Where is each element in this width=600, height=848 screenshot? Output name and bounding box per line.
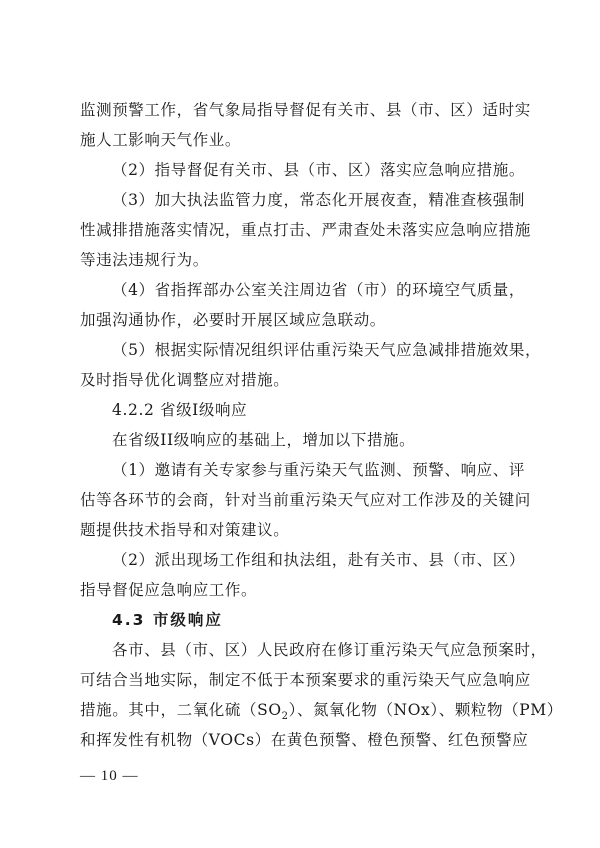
body-text-line: 施人工影响天气作业。: [80, 131, 242, 149]
body-text-line: 加强沟通协作，必要时开展区域应急联动。: [80, 311, 386, 329]
body-text-line: [80, 700, 563, 723]
body-text-fragment: 措施。其中，二氧化硫（SO: [80, 701, 282, 719]
section-heading: 4.2.2 省级I级响应: [112, 401, 248, 419]
body-text-line: 各市、县（市、区）人民政府在修订重污染天气应急预案时，: [112, 641, 547, 659]
body-text-line: 在省级II级响应的基础上，增加以下措施。: [112, 431, 416, 449]
body-text-line: 题提供技术指导和对策建议。: [80, 521, 290, 539]
subscript-text: 2: [281, 711, 289, 723]
body-text-line: （2）指导督促有关市、县（市、区）落实应急响应措施。: [112, 161, 525, 179]
body-text-fragment: ）、氮氧化物（NOx）、颗粒物（PM）: [288, 701, 563, 719]
section-heading: 4.3 市级响应: [112, 611, 223, 629]
body-text-line: （2）派出现场工作组和执法组，赴有关市、县（市、区）: [112, 551, 525, 569]
body-text-line: 及时指导优化调整应对措施。: [80, 371, 290, 389]
page-number: — 10 —: [80, 768, 139, 784]
body-text-line: （3）加大执法监管力度，常态化开展夜查，精准查核强制: [112, 191, 525, 209]
body-text-line: 监测预警工作，省气象局指导督促有关市、县（市、区）适时实: [80, 101, 531, 119]
body-text-line: （1）邀请有关专家参与重污染天气监测、预警、响应、评: [112, 461, 525, 479]
body-text-line: 等违法违规行为。: [80, 251, 209, 269]
body-text-line: （5）根据实际情况组织评估重污染天气应急减排措施效果，: [112, 341, 542, 359]
body-text-line: （4）省指挥部办公室关注周边省（市）的环境空气质量，: [112, 281, 525, 299]
body-text-line: 估等各环节的会商，针对当前重污染天气应对工作涉及的关键问: [80, 491, 531, 509]
body-text-line: 指导督促应急响应工作。: [80, 581, 258, 599]
body-text-line: 和挥发性有机物（VOCs）在黄色预警、橙色预警、红色预警应: [80, 731, 529, 749]
body-text-line: 可结合当地实际，制定不低于本预案要求的重污染天气应急响应: [80, 671, 531, 689]
body-text-line: 性减排措施落实情况，重点打击、严肃查处未落实应急响应措施: [80, 221, 531, 239]
